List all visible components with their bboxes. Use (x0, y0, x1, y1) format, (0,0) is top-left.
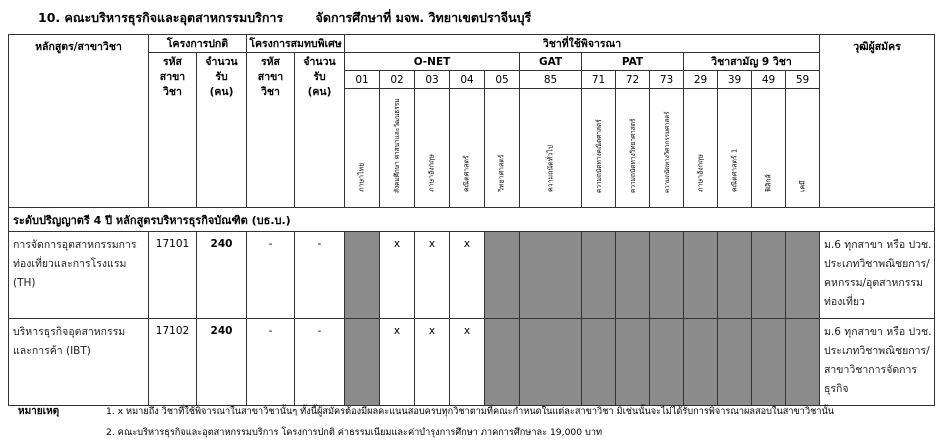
subject-code: 73 (650, 71, 684, 89)
subject-name-text: เคมี (798, 180, 806, 192)
subject-name-text: ฟิสิกส์ (764, 174, 772, 192)
code-label-line: รหัส (261, 56, 280, 68)
program-line: การจัดการอุตสาหกรรมการ (13, 239, 137, 251)
subject-code: 02 (380, 71, 415, 89)
subject-name (345, 89, 380, 208)
subject-code: 85 (520, 71, 582, 89)
special-code: - (247, 232, 295, 319)
subject-cell-gray (485, 232, 520, 319)
subject-code: 29 (684, 71, 718, 89)
subject-cell-gray (718, 319, 752, 406)
subject-name (718, 89, 752, 208)
program-code: 17102 (149, 319, 197, 406)
subject-mark: x (415, 232, 450, 319)
subject-cell-gray (684, 232, 718, 319)
subject-name-text: ความถนัดทางวิศวกรรมศาสตร์ (663, 111, 671, 193)
program-line: ท่องเที่ยวและการโรงแรม (13, 258, 127, 270)
subject-name (450, 89, 485, 208)
program-count: 240 (197, 319, 247, 406)
qualification (820, 232, 935, 319)
subject-name (582, 89, 616, 208)
program-code: 17101 (149, 232, 197, 319)
count-label-line: จำนวน (205, 56, 238, 68)
subject-cell-gray (616, 319, 650, 406)
subject-cell-gray (650, 232, 684, 319)
program-name (9, 319, 149, 406)
qualification-line: ธุรกิจ (824, 383, 849, 395)
header-code (149, 53, 197, 208)
subject-name-text: คณิตศาสตร์ (462, 155, 471, 192)
program-count: 240 (197, 232, 247, 319)
subject-mark: x (450, 232, 485, 319)
subject-cell-gray (752, 319, 786, 406)
group-onet: O-NET (345, 53, 520, 71)
header-program: หลักสูตร/สาขาวิชา (9, 35, 149, 208)
count-label-line: จำนวน (303, 56, 336, 68)
qualification-line: ประเภทวิชาพณิชยการ/ (824, 345, 930, 357)
program-line: (TH) (13, 277, 36, 289)
qualification-line: ม.6 ทุกสาขา หรือ ปวช. (824, 239, 932, 251)
subject-mark: x (380, 319, 415, 406)
section-heading: ระดับปริญญาตรี 4 ปี หลักสูตรบริหารธุรกิจบัณฑิต (บธ.บ.) (9, 208, 820, 232)
subject-code: 01 (345, 71, 380, 89)
subject-cell-gray (786, 319, 820, 406)
subject-name-text: ภาษาไทย (357, 162, 366, 192)
subject-cell-gray (582, 232, 616, 319)
subject-cell-gray (752, 232, 786, 319)
subject-code: 05 (485, 71, 520, 89)
header-count (197, 53, 247, 208)
count-label-line: (คน) (209, 86, 234, 98)
program-line: บริหารธุรกิจอุตสาหกรรม (13, 326, 126, 338)
subject-name-text: สังคมศึกษา ศาสนาและวัฒนธรรม (393, 98, 401, 193)
subject-code: 49 (752, 71, 786, 89)
subject-cell-gray (345, 232, 380, 319)
subject-cell-gray (786, 232, 820, 319)
subject-mark: x (450, 319, 485, 406)
subject-cell-gray (485, 319, 520, 406)
group-pat: PAT (582, 53, 684, 71)
group-common9: วิชาสามัญ 9 วิชา (684, 53, 820, 71)
subject-code: 72 (616, 71, 650, 89)
subject-cell-gray (520, 319, 582, 406)
header-regular: โครงการปกติ (149, 35, 247, 53)
subject-name (786, 89, 820, 208)
header-qualification: วุฒิผู้สมัคร (820, 35, 935, 208)
subject-cell-gray (345, 319, 380, 406)
subject-name (485, 89, 520, 208)
count-label-line: รับ (215, 71, 228, 83)
note-2: 2. คณะบริหารธุรกิจและอุตสาหกรรมบริการ โครงการปกติ ค่าธรรมเนียมและค่าบำรุงการศึกษา ภาคการศึกษาละ 19,000 บาท (106, 427, 603, 438)
subject-name-text: วิทยาศาสตร์ (497, 154, 506, 192)
campus-title: จัดการศึกษาที่ มจพ. วิทยาเขตปราจีนบุรี (315, 10, 532, 25)
table-row (9, 319, 935, 406)
subject-cell-gray (616, 232, 650, 319)
subject-name (415, 89, 450, 208)
group-gat: GAT (520, 53, 582, 71)
header-subjects: วิชาที่ใช้พิจารณา (345, 35, 820, 53)
section-filler (820, 208, 935, 232)
subject-name (380, 89, 415, 208)
header-special-code (247, 53, 295, 208)
note-1: 1. x หมายถึง วิชาที่ใช้พิจารณาในสาขาวิชานั้นๆ ทั้งนี้ผู้สมัครต้องมีผลคะแนนสอบครบทุกวิชาตามที่คณะกำหนดในแต่ละสาขาวิชา มิเช่นนั้นจะไม่ได้รับการพิจารณาผลสอบในสาขาวิชานั้น (106, 406, 835, 417)
subject-code: 59 (786, 71, 820, 89)
subject-name-text: ภาษาอังกฤษ (427, 154, 436, 192)
subject-cell-gray (684, 319, 718, 406)
notes-label: หมายเหตุ (18, 406, 60, 417)
code-label-line: วิชา (261, 86, 280, 98)
qualification-line: ม.6 ทุกสาขา หรือ ปวช. (824, 326, 932, 338)
subject-name-text: ความถนัดทั่วไป (546, 144, 554, 192)
subject-cell-gray (650, 319, 684, 406)
admission-table (8, 34, 935, 406)
subject-cell-gray (520, 232, 582, 319)
special-code: - (247, 319, 295, 406)
subject-name (650, 89, 684, 208)
subject-code: 04 (450, 71, 485, 89)
subject-name-text: คณิตศาสตร์ 1 (730, 148, 738, 192)
subject-name (616, 89, 650, 208)
subject-cell-gray (582, 319, 616, 406)
subject-mark: x (380, 232, 415, 319)
page-title (38, 8, 531, 28)
subject-name-text: ความถนัดทางคณิตศาสตร์ (594, 119, 603, 193)
program-name (9, 232, 149, 319)
subject-name (520, 89, 582, 208)
header-special-count (295, 53, 345, 208)
code-label-line: สาขา (159, 71, 186, 83)
subject-name-text: ภาษาอังกฤษ (696, 154, 704, 192)
header-special: โครงการสมทบพิเศษ (247, 35, 345, 53)
special-count: - (295, 319, 345, 406)
code-label-line: สาขา (257, 71, 284, 83)
subject-name-text: ความถนัดทางวิทยาศาสตร์ (628, 118, 637, 193)
subject-code: 71 (582, 71, 616, 89)
qualification-line: ประเภทวิชาพณิชยการ/ (824, 258, 930, 270)
qualification (820, 319, 935, 406)
faculty-title: 10. คณะบริหารธุรกิจและอุตสาหกรรมบริการ (38, 10, 284, 25)
subject-name (752, 89, 786, 208)
count-label-line: รับ (313, 71, 326, 83)
qualification-line: ท่องเที่ยว (824, 296, 865, 308)
code-label-line: วิชา (163, 86, 182, 98)
qualification-line: สาขาวิชาการจัดการ (824, 364, 918, 376)
subject-cell-gray (718, 232, 752, 319)
subject-mark: x (415, 319, 450, 406)
subject-name (684, 89, 718, 208)
program-line: และการค้า (IBT) (13, 345, 91, 357)
subject-code: 39 (718, 71, 752, 89)
code-label-line: รหัส (163, 56, 182, 68)
qualification-line: คหกรรม/อุตสาหกรรม (824, 277, 923, 289)
special-count: - (295, 232, 345, 319)
table-row (9, 232, 935, 319)
count-label-line: (คน) (307, 86, 332, 98)
subject-code: 03 (415, 71, 450, 89)
